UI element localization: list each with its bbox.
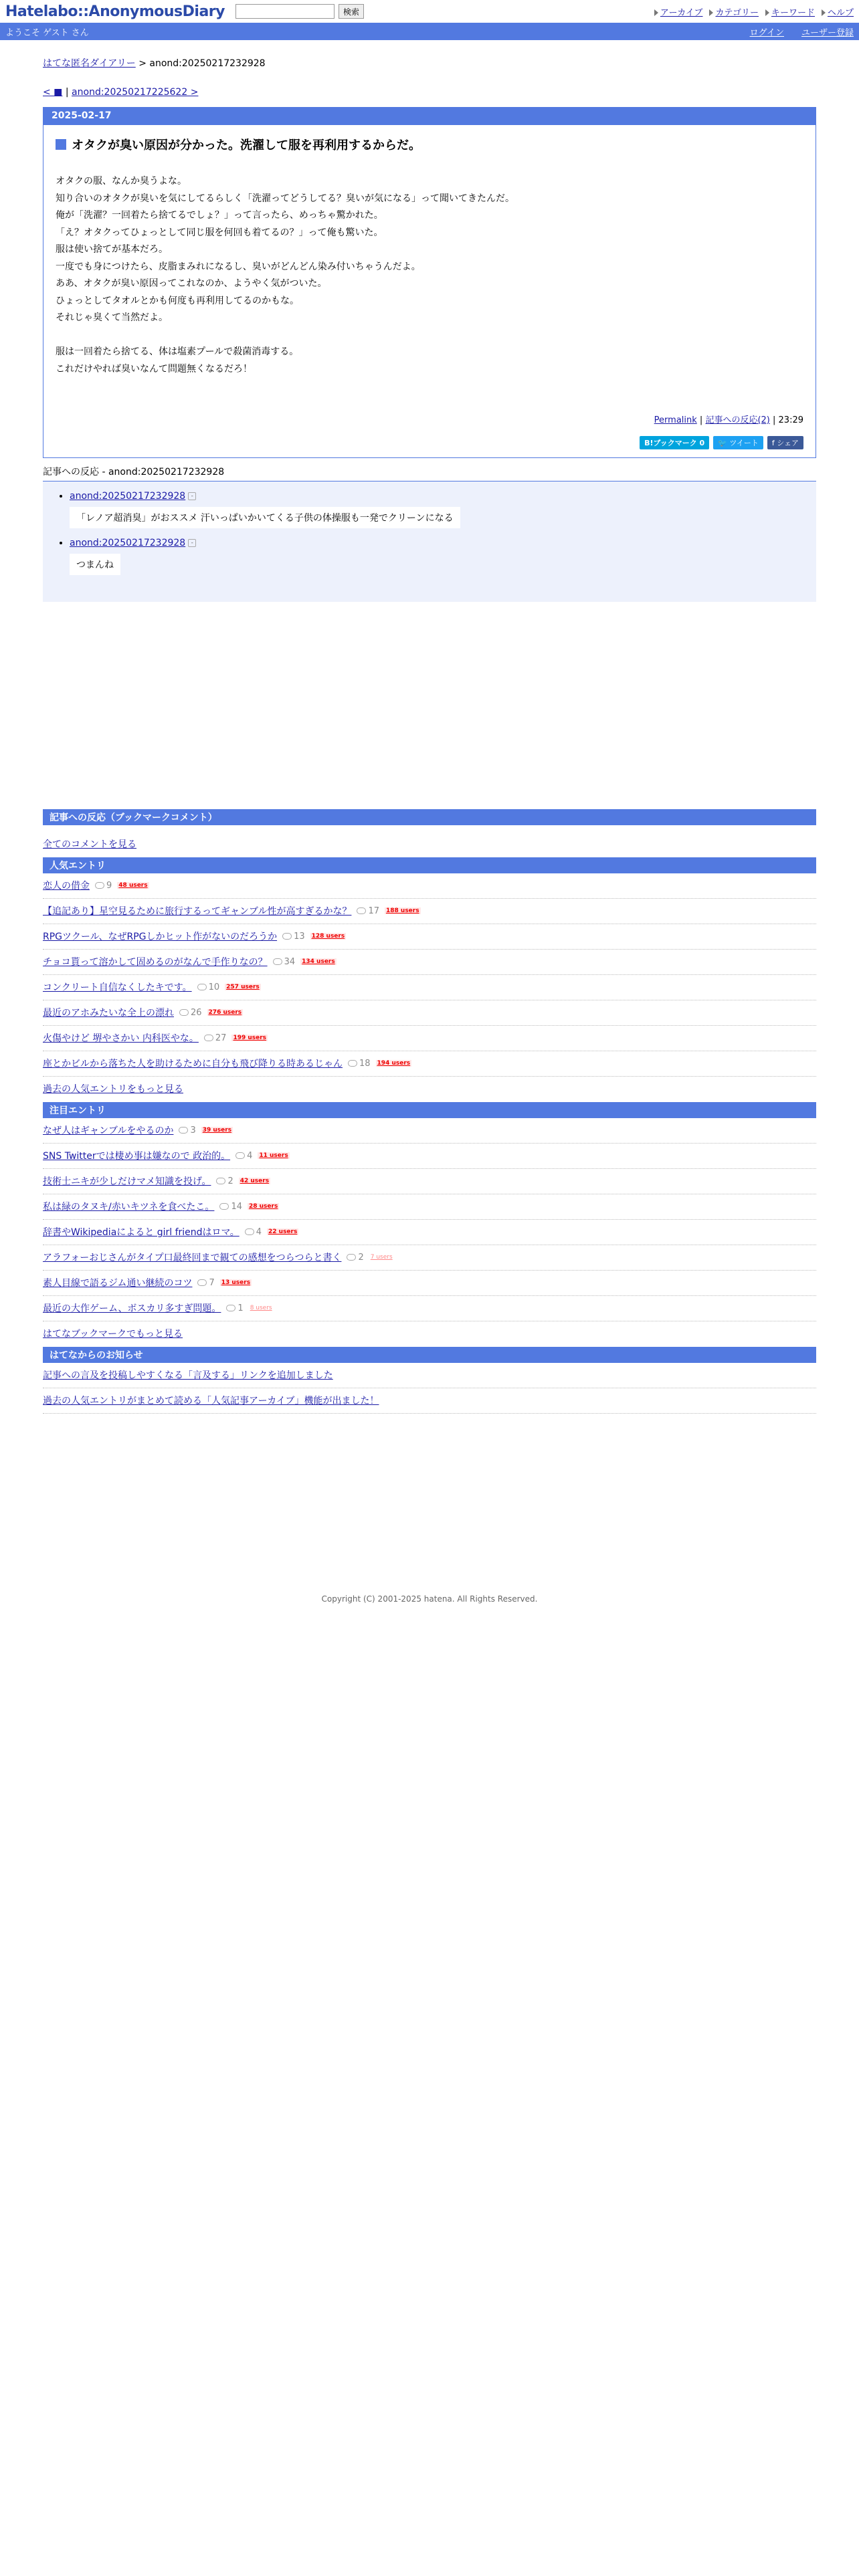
comment-bubble-icon (179, 1009, 189, 1016)
comment-count-value: 2 (227, 1176, 233, 1186)
comment-count-value: 2 (358, 1252, 364, 1263)
register-link[interactable]: ユーザー登録 (801, 27, 854, 38)
list-item (43, 1144, 816, 1169)
entry-line (56, 327, 803, 344)
list-item (43, 1118, 816, 1144)
reaction-body: つまんね (70, 554, 120, 575)
entry-link[interactable]: 恋人の借金 (43, 881, 90, 891)
nav-help[interactable] (822, 5, 854, 18)
comment-bubble-icon (348, 1060, 357, 1067)
entry-box (43, 107, 816, 458)
comment-count[interactable] (95, 881, 112, 891)
list-item (43, 1194, 816, 1220)
bookmark-users-badge[interactable]: 42 users (240, 1178, 270, 1184)
next-entry-link[interactable]: anond:20250217225622 > (72, 87, 199, 98)
comment-count[interactable] (357, 906, 379, 916)
entry-link[interactable]: 最近の大作ゲーム、ボスカリ多すぎ問題。 (43, 1303, 221, 1314)
entry-footer: Permalink | 記事への反応(2) | 23:29 (654, 415, 803, 425)
entry-title (56, 136, 803, 153)
comment-count[interactable] (204, 1033, 227, 1043)
notable-header: 注目エントリ (43, 1102, 816, 1118)
list-item (43, 1051, 816, 1077)
toggle-icon[interactable]: - (188, 492, 196, 500)
comment-bubble-icon (245, 1228, 254, 1235)
comment-count-value: 7 (209, 1277, 215, 1288)
entry-link[interactable]: コンクリート自信なくしたキです。 (43, 982, 192, 993)
comment-count-value: 26 (191, 1007, 202, 1018)
search-input[interactable] (235, 4, 335, 19)
comment-count-value: 10 (208, 982, 220, 992)
bookmark-users-badge[interactable]: 257 users (226, 984, 260, 990)
entry-line: それじゃ臭くて当然だよ。 (56, 312, 168, 323)
reaction-link[interactable]: anond:20250217232928 (70, 491, 186, 502)
entry-line: これだけやれば臭いなんて問題無くなるだろ！ (56, 363, 252, 374)
breadcrumb-home[interactable]: はてな匿名ダイアリー (43, 58, 136, 69)
comment-count-value: 4 (256, 1226, 262, 1237)
entry-link[interactable]: 【追記あり】星空見るために旅行するってギャンブル性が高すぎるかな？ (43, 906, 352, 917)
comment-count[interactable] (273, 957, 296, 967)
entry-link[interactable]: アラフォーおじさんがタイプ口最終回まで観ての感想をつらつらと書く (43, 1253, 342, 1263)
list-item (43, 975, 816, 1000)
notable-more-link[interactable]: はてなブックマークでもっと見る (43, 1329, 183, 1339)
reaction-item (70, 538, 800, 575)
bookmark-users-badge[interactable]: 8 users (250, 1305, 272, 1311)
entry-line: 俺が「洗濯？一回着たら捨てるでしょ？」って言ったら、めっちゃ驚かれた。 (56, 210, 383, 221)
list-item (43, 1245, 816, 1271)
comment-count[interactable] (219, 1202, 242, 1212)
list-item (43, 924, 816, 950)
comment-count[interactable] (216, 1176, 233, 1186)
arrow-icon (654, 9, 658, 16)
comment-count[interactable] (226, 1303, 243, 1313)
comment-bubble-icon (282, 933, 292, 940)
comment-bubble-icon (95, 882, 104, 889)
comment-count-value: 18 (359, 1058, 371, 1069)
bookmark-users-badge[interactable]: 194 users (377, 1060, 411, 1067)
list-item (43, 899, 816, 924)
bookmark-users-badge[interactable]: 28 users (248, 1203, 278, 1210)
all-comments (43, 837, 816, 851)
arrow-icon (709, 9, 713, 16)
permalink[interactable]: Permalink (654, 415, 697, 425)
bookmark-users-badge[interactable]: 11 users (259, 1152, 288, 1159)
comment-bubble-icon (179, 1127, 188, 1134)
twitter-icon: 🐦 (718, 439, 730, 447)
reactions-title: 記事への反応 - anond:20250217232928 (43, 467, 225, 477)
header-nav (654, 5, 854, 18)
comment-count[interactable] (179, 1125, 195, 1136)
share-row (56, 436, 803, 449)
site-logo[interactable]: Hatelabo::AnonymousDiary (5, 3, 225, 20)
reaction-body: 「レノア超消臭」がおススメ 汗いっぱいかいてくる子供の体操服も一発でクリーンになる (70, 507, 460, 528)
comment-count[interactable] (179, 1008, 202, 1018)
comment-count-value: 9 (106, 880, 112, 891)
bookmark-users-badge[interactable]: 128 users (311, 933, 345, 940)
bookmark-users-badge[interactable]: 39 users (202, 1127, 232, 1134)
entry-link[interactable]: 技術士ニキが少しだけマメ知識を投げ。 (43, 1176, 211, 1187)
entry-link[interactable]: 座とかビルから落ちた人を助けるために自分も飛び降りる時あるじゃん (43, 1059, 343, 1069)
entry-body (56, 173, 803, 378)
arrow-icon (765, 9, 769, 16)
comment-count[interactable] (235, 1151, 252, 1161)
entry-line: 一度でも身につけたら、皮脂まみれになるし、臭いがどんどん染み付いちゃうんだよ。 (56, 261, 421, 272)
nav-archive-link[interactable]: アーカイブ (660, 7, 703, 18)
entry-time: 23:29 (778, 415, 803, 425)
entry-link[interactable]: 素人目線で語るジム通い継続のコツ (43, 1278, 193, 1289)
entry-link[interactable]: 私は緑のタヌキ/赤いキツネを食べたこ。 (43, 1202, 215, 1212)
comment-count-value: 27 (215, 1033, 227, 1043)
pager (43, 87, 816, 98)
comment-count-value: 4 (247, 1150, 253, 1161)
nav-category-link[interactable]: カテゴリー (715, 7, 759, 18)
login-link[interactable]: ログイン (749, 27, 784, 38)
prev-entry-link[interactable]: < ■ (43, 87, 63, 98)
bookmark-users-badge[interactable]: 48 users (118, 882, 148, 889)
main-content (43, 56, 816, 1604)
comment-count[interactable] (348, 1059, 371, 1069)
list-item (43, 1169, 816, 1194)
comment-count-value: 34 (284, 956, 296, 967)
comment-count-value: 13 (294, 931, 305, 942)
entry-line: オタクの服、なんか臭うよな。 (56, 176, 187, 187)
entry-link[interactable]: RPGツクール、なぜRPGしかヒット作がないのだろうか (43, 932, 278, 942)
popular-list (43, 873, 816, 1077)
comment-count[interactable] (197, 982, 220, 992)
entry-line: ひょっとしてタオルとかも何度も再利用してるのかもな。 (56, 295, 299, 306)
bookmark-users-badge[interactable]: 7 users (370, 1254, 393, 1261)
comment-bubble-icon (204, 1035, 213, 1041)
footer: Copyright (C) 2001-2025 hatena. All Rights Reserved. (321, 1594, 538, 1604)
comment-count[interactable] (347, 1253, 363, 1263)
entry-link[interactable]: 火傷やけど 堺やさかい 内科医やな。 (43, 1033, 199, 1044)
notice-item (43, 1388, 816, 1414)
comment-bubble-icon (219, 1203, 229, 1210)
reaction-link[interactable]: anond:20250217232928 (70, 538, 186, 548)
entry-link[interactable]: 最近のアホみたいな全上の漂れ (43, 1008, 174, 1018)
comment-bubble-icon (197, 984, 207, 990)
arrow-icon (822, 9, 826, 16)
list-item (43, 873, 816, 899)
entry-link[interactable]: チョコ貰って溶かして固めるのがなんで手作りなの？ (43, 957, 268, 968)
notices-list (43, 1363, 816, 1414)
nav-keyword[interactable] (765, 5, 815, 18)
entry-link[interactable]: 辞書やWikipediaによると girl friendはロマ。 (43, 1227, 240, 1238)
comment-count[interactable] (282, 932, 305, 942)
list-item (43, 1026, 816, 1051)
entry-title-text: オタクが臭い原因が分かった。洗濯して服を再利用するからだ。 (72, 138, 421, 152)
list-item (43, 1296, 816, 1321)
notice-link[interactable]: 記事への言及を投稿しやすくなる「言及する」リンクを追加しました (43, 1370, 333, 1381)
list-item (43, 1271, 816, 1296)
notable-more (43, 1321, 816, 1346)
breadcrumb (43, 56, 816, 70)
comment-bubble-icon (357, 907, 366, 914)
entry-date: 2025-02-17 (43, 108, 816, 125)
toggle-icon[interactable]: - (188, 539, 196, 547)
bookmark-users-badge[interactable]: 199 users (233, 1035, 267, 1041)
all-comments-link[interactable]: 全てのコメントを見る (43, 839, 136, 850)
bookmark-users-badge[interactable]: 188 users (386, 907, 419, 914)
list-item (43, 950, 816, 975)
entry-line: 「え？オタクってひょっとして同じ服を何回も着てるの？」って俺も驚いた。 (56, 227, 383, 238)
comment-count-value: 17 (368, 905, 379, 916)
notice-link[interactable]: 過去の人気エントリがまとめて読める「人気記事アーカイブ」機能が出ました！ (43, 1396, 379, 1406)
breadcrumb-separator: > (135, 58, 150, 69)
comment-count-value: 3 (190, 1125, 196, 1136)
comment-count-value: 1 (237, 1303, 244, 1313)
bookmark-users-badge[interactable]: 134 users (302, 958, 335, 965)
popular-more-link[interactable]: 過去の人気エントリをもっと見る (43, 1084, 183, 1095)
comment-bubble-icon (226, 1305, 235, 1311)
facebook-share-button[interactable] (767, 436, 803, 449)
bookmark-comments-header: 記事への反応（ブックマークコメント） (43, 809, 816, 825)
title-square-icon (56, 139, 66, 150)
bookmark-users-badge[interactable]: 13 users (221, 1279, 251, 1286)
entry-line: 服は使い捨てが基本だろ。 (56, 244, 168, 255)
comment-count[interactable] (197, 1278, 214, 1288)
comment-bubble-icon (197, 1279, 207, 1286)
tweet-label: ツイート (729, 439, 759, 447)
welcome-text: ようこそ ゲスト さん (5, 27, 89, 38)
comment-bubble-icon (347, 1254, 356, 1261)
comment-count-value: 14 (231, 1201, 242, 1212)
facebook-icon: f (771, 439, 777, 447)
list-item (43, 1000, 816, 1026)
reactions-link[interactable]: 記事への反応(2) (705, 415, 770, 425)
list-item (43, 1220, 816, 1245)
top-bar (0, 0, 859, 23)
notices-header: はてなからのお知らせ (43, 1347, 816, 1363)
tweet-button[interactable] (713, 436, 763, 449)
share-label: シェア (777, 439, 799, 447)
notable-list (43, 1118, 816, 1321)
popular-header: 人気エントリ (43, 857, 816, 873)
reactions-box (43, 481, 816, 602)
nav-category[interactable] (709, 5, 758, 18)
popular-more (43, 1077, 816, 1101)
comment-bubble-icon (216, 1178, 225, 1184)
comment-count[interactable] (245, 1227, 262, 1237)
notice-item (43, 1363, 816, 1388)
nav-keyword-link[interactable]: キーワード (771, 7, 815, 18)
nav-archive[interactable] (654, 5, 703, 18)
reaction-item (70, 491, 800, 528)
comment-bubble-icon (273, 958, 282, 965)
search-button[interactable]: 検索 (339, 4, 364, 19)
comment-bubble-icon (235, 1152, 245, 1159)
entry-link[interactable]: なぜ人はギャンブルをやるのか (43, 1125, 174, 1136)
bookmark-users-badge[interactable]: 22 users (268, 1228, 298, 1235)
entry-line: 服は一回着たら捨てる、体は塩素プールで殺菌消毒する。 (56, 346, 299, 357)
nav-help-link[interactable]: ヘルプ (827, 7, 854, 18)
entry-line: ああ、オタクが臭い原因ってこれなのか、ようやく気がついた。 (56, 278, 327, 289)
bookmark-users-badge[interactable]: 276 users (208, 1009, 242, 1016)
entry-line: 知り合いのオタクが臭いを気にしてるらしく「洗濯ってどうしてる？臭いが気になる」って聞いてきたんだ。 (56, 193, 514, 204)
entry-link[interactable]: SNS Twitterでは棲め事は嫌なので 政治的。 (43, 1151, 231, 1162)
welcome-bar (0, 23, 859, 40)
hatena-bookmark-button[interactable]: B!ブックマーク 0 (640, 436, 709, 449)
pager-separator: | (62, 87, 72, 98)
breadcrumb-current: anond:20250217232928 (149, 58, 266, 69)
